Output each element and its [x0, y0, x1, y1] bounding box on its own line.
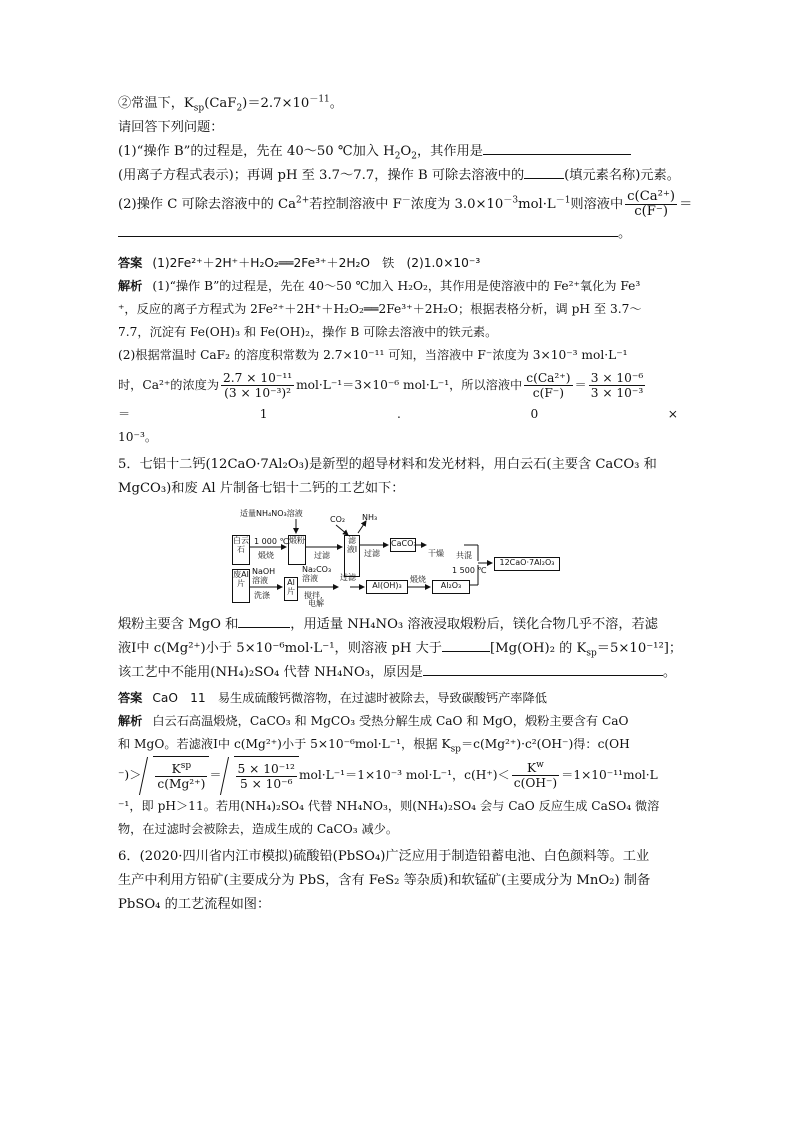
question-6-line: 6．(2020·四川省内江市模拟)硫酸铅(PbSO₄)广泛应用于制造铅蓄电池、白色颜料等。工业 — [118, 849, 650, 864]
answer-blank[interactable] — [423, 661, 663, 676]
box-baiyunshi: 白云石 — [232, 535, 250, 565]
box-duanfen: 煅粉 — [288, 535, 306, 565]
analysis-1-line: 7.7，沉淀有 Fe(OH)₃ 和 Fe(OH)₂，操作 B 可除去溶液中的铁元素。 — [118, 325, 498, 339]
box-product: 12CaO·7Al₂O₃ — [494, 557, 560, 571]
answer-blank[interactable] — [238, 613, 290, 628]
box-al2o3: Al₂O₃ — [432, 580, 470, 594]
question-2-line: (2)操作 C 可除去溶液中的 $Ca^{2+}$若控制溶液中 F－浓度为 $3.0\times 10^{-3}mol\cdot L^{-1}$则溶液中 $\frac{\text{c(Ca²⁺)}}{c(F^-)}$ ＝ — [118, 189, 693, 219]
process-flow-diagram: 适量NH₄NO₃溶液 CO₂ NH₃ 白云石 1 000 ℃ 煅烧 煅粉 过滤 滤液Ⅰ 过滤 CaCO₃ 干燥 共混 1 500 ℃ 12CaO·7Al₂O₃ 废Al片 NaOH溶液 洗涤 Al片 Na₂CO₃溶液 搅拌, 电解 过滤 Al(OH)₃ 煅烧 Al₂O₃ — [230, 507, 560, 607]
question-5-line: MgCO₃)和废 Al 片制备七铝十二钙的工艺如下： — [118, 481, 405, 496]
analysis-2-line: 和 MgO。若滤液Ⅰ中 c(Mg²⁺)小于 5×10⁻⁶mol·L⁻¹，根据 $K_{sp}=c(Mg^{2+})\cdot c^2(OH^-)$得：c(OH — [118, 737, 630, 755]
document-page — [118, 92, 693, 917]
fraction: $\frac{\text{2.7 × 10⁻¹¹}}{\text{(3 × 10⁻³)²}}$ — [223, 371, 293, 400]
analysis-1-calc: 时，Ca²⁺的浓度为 $\frac{\text{2.7 × 10⁻¹¹}}{\text{(3 × 10⁻³)²}}$ mol·L⁻¹＝3×10⁻⁶ mol·L⁻¹，所以溶液中 $\frac{\text{c(Ca²⁺)}}{c(F^-)}$ ＝ $\frac{\text{3 × 10⁻⁶}}{\text{3 × 10⁻³}}$ — [118, 371, 644, 400]
box-al: Al片 — [284, 577, 298, 601]
answer-1: 答案 (1)2Fe²⁺＋2H⁺＋H₂O₂══2Fe³⁺＋2H₂O 铁 (2)1.0×10⁻³ — [118, 256, 481, 270]
sqrt — [153, 756, 209, 795]
answer-blank[interactable] — [118, 222, 618, 237]
fraction: $\frac{K^{sp}}{\text{c(Mg²⁺)}}$ — [157, 760, 206, 791]
analysis-1-line: ⁺，反应的离子方程式为 2Fe²⁺＋2H⁺＋H₂O₂══2Fe³⁺＋2H₂O；根据表格分析，调 pH 至 3.7～ — [118, 302, 642, 316]
question-6-line: 生产中利用方铅矿(主要成分为 PbS，含有 FeS₂ 等杂质)和软锰矿(主要成分为 MnO₂) 制备 — [118, 873, 651, 888]
answer-blank[interactable] — [483, 140, 631, 155]
fraction: $\frac{\text{c(Ca²⁺)}}{c(F^-)}$ — [627, 189, 676, 219]
answer-blank[interactable] — [442, 637, 490, 652]
question-2-blank-line: 。 — [118, 222, 678, 246]
analysis-1: 解析 (1)“操作 B”的过程是，先在 40～50 ℃加入 H₂O₂，其作用是使溶液中的 Fe²⁺氧化为 Fe³ — [118, 279, 641, 293]
condition-ksp-caf2: ②常温下，$K_{sp}(CaF_2)=2.7\times 10^{-11}$。 — [118, 94, 343, 114]
question-1-line2: (用离子方程式表示)；再调 pH 至 3.7～7.7，操作 B 可除去溶液中的 (填元素名称)元素。 — [118, 164, 678, 188]
answer-blank[interactable] — [524, 164, 564, 179]
analysis-1-result-spread: ＝ 1 . 0 × — [118, 407, 678, 421]
fraction: $\frac{\text{5 × 10⁻¹²}}{\text{5 × 10⁻⁶}}$ — [237, 762, 295, 791]
box-fei-al: 废Al片 — [232, 569, 250, 603]
analysis-1-line: (2)根据常温时 CaF₂ 的溶度积常数为 2.7×10⁻¹¹ 可知，当溶液中 F⁻浓度为 3×10⁻³ mol·L⁻¹ — [118, 348, 628, 362]
question-5-line: 煅粉主要含 MgO 和 ，用适量 NH₄NO₃ 溶液浸取煅粉后，镁化合物几乎不溶，若滤 — [118, 613, 678, 637]
question-6-line: PbSO₄ 的工艺流程如图： — [118, 897, 271, 912]
analysis-2-line: 物，在过滤时会被除去，造成生成的 CaCO₃ 减少。 — [118, 822, 399, 836]
fraction: $\frac{K^w}{c(OH^-)}$ — [513, 759, 558, 790]
prompt-line: 请回答下列问题： — [118, 120, 224, 135]
box-lvye-1: 滤液Ⅰ — [344, 535, 360, 577]
analysis-2: 解析 白云石高温煅烧，CaCO₃ 和 MgCO₃ 受热分解生成 CaO 和 MgO，煅粉主要含有 CaO — [118, 714, 629, 728]
box-caco3: CaCO₃ — [390, 538, 416, 552]
sqrt — [234, 756, 299, 795]
fraction: $\frac{\text{3 × 10⁻⁶}}{\text{3 × 10⁻³}}$ — [590, 371, 644, 400]
analysis-1-line: 10⁻³。 — [118, 430, 158, 444]
question-5-line: 液Ⅰ中 c(Mg²⁺)小于 5×10⁻⁶mol·L⁻¹，则溶液 pH 大于 [Mg(OH)₂ 的 $K_{sp}=5\times 10^{-12}$]； — [118, 637, 678, 661]
analysis-2-calc: ⁻)＞ $\frac{K^{sp}}{\text{c(Mg²⁺)}}$ ＝ $\frac{\text{5 × 10⁻¹²}}{\text{5 × 10⁻⁶}}$ mol·L⁻¹＝1×10⁻³ mol·L⁻¹，c(H⁺)＜ $\frac{K^w}{c(OH^-)}$ ＝1×10⁻¹¹mol·L — [118, 756, 678, 795]
box-aloh3: Al(OH)₃ — [366, 580, 408, 594]
question-1-line: (1)“操作 B”的过程是，先在 40～50 ℃加入 $H_2O_2$，其作用是 — [118, 140, 678, 164]
question-5-line: 5．七铝十二钙(12CaO·7Al₂O₃)是新型的超导材料和发光材料，用白云石(主要含 CaCO₃ 和 — [118, 457, 657, 472]
question-5-line: 该工艺中不能用(NH₄)₂SO₄ 代替 NH₄NO₃，原因是 。 — [118, 661, 678, 685]
analysis-2-line: ⁻¹，即 pH＞11。若用(NH₄)₂SO₄ 代替 NH₄NO₃，则(NH₄)₂SO₄ 会与 CaO 反应生成 CaSO₄ 微溶 — [118, 799, 660, 813]
fraction: $\frac{\text{c(Ca²⁺)}}{c(F^-)}$ — [526, 371, 571, 400]
answer-2: 答案 CaO 11 易生成硫酸钙微溶物，在过滤时被除去，导致碳酸钙产率降低 — [118, 691, 547, 705]
